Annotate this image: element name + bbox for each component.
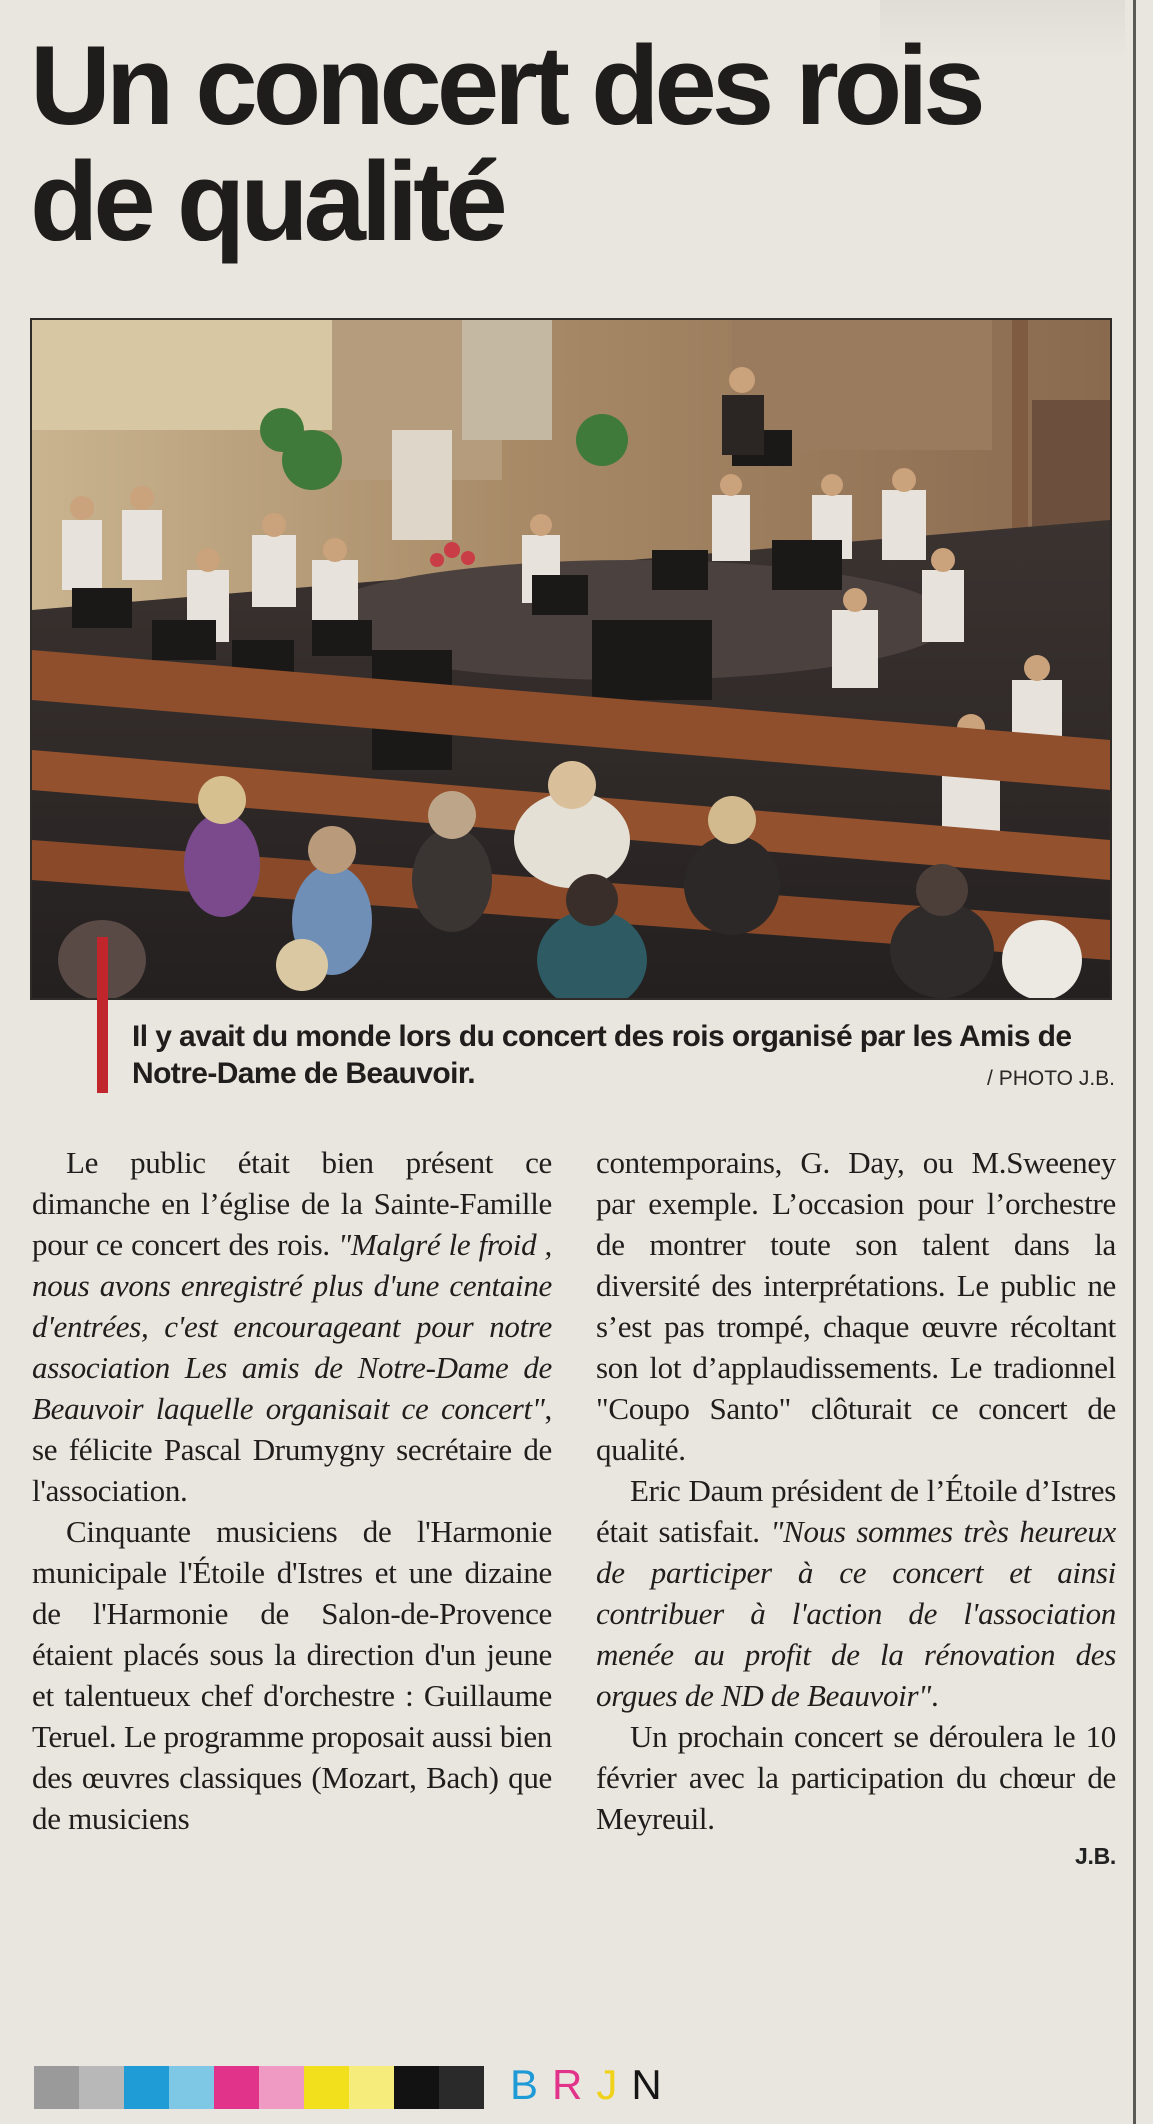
paragraph — [596, 1470, 1116, 1716]
paragraph-text: . — [930, 1678, 939, 1713]
photo-credit: / PHOTO J.B. — [987, 1067, 1115, 1090]
column-rule — [1133, 0, 1136, 2124]
color-swatch — [79, 2066, 124, 2109]
paragraph-text: Eric Daum président de l’Étoile d’Istres était satisfait. — [596, 1473, 1116, 1549]
author-signature: J.B. — [1075, 1843, 1116, 1869]
text-column-left — [32, 1142, 552, 1839]
color-swatch — [169, 2066, 214, 2109]
article-photo — [30, 318, 1112, 1000]
caption-accent-bar — [97, 937, 108, 1093]
concert-photo-illustration — [32, 320, 1110, 998]
text-column-right — [596, 1142, 1116, 1873]
color-swatch — [124, 2066, 169, 2109]
color-swatch — [34, 2066, 79, 2109]
paragraph: Cinquante musiciens de l'Harmonie municipale l'Étoile d'Istres et une dizaine de l'Harmonie de Salon-de-Provence étaient placés sous la direction d'un jeune et talentueux chef d'orchestre : Guillaume Teruel. Le programme proposait aussi bien des œuvres classiques (Mozart, Bach) que de musiciens — [32, 1514, 552, 1836]
headline: Un concert des rois de qualité — [30, 23, 981, 264]
paragraph: contemporains, G. Day, ou M.Sweeney par exemple. L’occasion pour l’orchestre de montrer toute son talent dans la diversité des interprétations. Le public ne s’est pas trompé, chaque œuvre récoltant son lot d’applaudissements. Le tradionnel "Coupo Santo" clôturait ce concert de qualité. — [596, 1145, 1116, 1467]
paragraph — [32, 1142, 552, 1511]
color-swatch — [439, 2066, 484, 2109]
paragraph-text: , se félicite Pascal Drumygny secrétaire de l'association. — [32, 1391, 552, 1508]
color-swatch — [304, 2066, 349, 2109]
print-registration-letters — [510, 2060, 676, 2110]
color-swatch — [394, 2066, 439, 2109]
paragraph-text: Le public était bien présent ce dimanche en l’église de la Sainte-Famille pour ce concert des rois. — [32, 1145, 552, 1262]
registration-letter: J — [596, 2061, 632, 2108]
registration-letter: N — [631, 2061, 676, 2108]
color-swatch — [349, 2066, 394, 2109]
quote: "Malgré le froid , nous avons enregistré plus d'une centaine d'entrées, c'est encourageant pour notre association Les amis de Notre-Dame de Beauvoir laquelle organisait ce concert" — [32, 1227, 552, 1426]
photo-caption: Il y avait du monde lors du concert des rois organisé par les Amis de Notre-Dame de Beauvoir. — [132, 1020, 1072, 1090]
color-swatch — [214, 2066, 259, 2109]
paragraph: Un prochain concert se déroulera le 10 février avec la participation du chœur de Meyreuil. — [596, 1719, 1116, 1836]
registration-letter: B — [510, 2061, 553, 2108]
print-color-bar — [34, 2066, 484, 2109]
registration-letter: R — [552, 2061, 597, 2108]
color-swatch — [259, 2066, 304, 2109]
quote: "Nous sommes très heureux de participer à ce concert et ainsi contribuer à l'action de l'association menée au profit de la rénovation des orgues de ND de Beauvoir" — [596, 1514, 1116, 1713]
